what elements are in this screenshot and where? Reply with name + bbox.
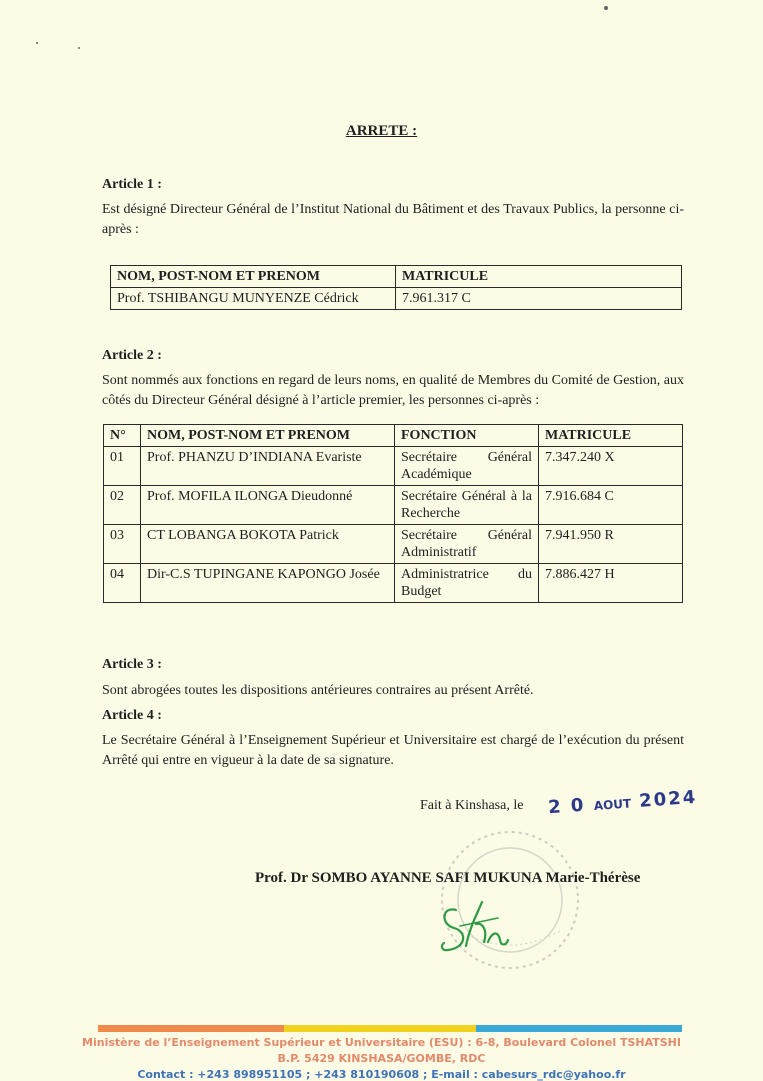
number-cell: 01 (104, 447, 141, 486)
article-3-text: Sont abrogées toutes les dispositions antérieures contraires au présent Arrêté. (102, 683, 534, 698)
article-2-heading: Article 2 : (102, 348, 162, 363)
footer-bar-blue (476, 1025, 682, 1032)
article-4-text: Le Secrétaire Général à l’Enseignement Supérieur et Universitaire est chargé de l’exécution du présent Arrêté qui entre en vigueur à la date de sa signature. (102, 733, 684, 768)
matricule-cell: 7.961.317 C (396, 288, 682, 310)
date-stamp-day: 2 0 (547, 794, 587, 819)
column-header: NOM, POST-NOM ET PRENOM (111, 266, 396, 288)
matricule-cell: 7.916.684 C (539, 486, 683, 525)
date-stamp-month: AOUT (593, 796, 632, 814)
handwritten-signature-icon (436, 896, 516, 958)
name-cell: Prof. MOFILA ILONGA Dieudonné (141, 486, 395, 525)
name-cell: Dir-C.S TUPINGANE KAPONGO Josée (141, 564, 395, 603)
committee-table (103, 424, 683, 603)
footer-postal: B.P. 5429 KINSHASA/GOMBE, RDC (277, 1052, 486, 1065)
table-header-row (111, 266, 682, 288)
table-row (104, 447, 683, 486)
article-4-heading: Article 4 : (102, 708, 162, 723)
article-1-heading: Article 1 : (102, 177, 162, 192)
column-header: N° (104, 425, 141, 447)
table-row (104, 525, 683, 564)
function-cell: Secrétaire Général Académique (395, 447, 539, 486)
date-stamp-year: 2024 (638, 786, 698, 812)
column-header: MATRICULE (539, 425, 683, 447)
function-cell: Administratrice du Budget (395, 564, 539, 603)
number-cell: 03 (104, 525, 141, 564)
document-title: ARRETE : (345, 123, 418, 139)
column-header: MATRICULE (396, 266, 682, 288)
scan-speck (78, 47, 80, 49)
article-3-heading: Article 3 : (102, 657, 162, 672)
table-header-row (104, 425, 683, 447)
matricule-cell: 7.886.427 H (539, 564, 683, 603)
footer-contact: Contact : +243 898951105 ; +243 810190608 ; E-mail : cabesurs_rdc@yahoo.fr (137, 1068, 626, 1081)
signatory-name: Prof. Dr SOMBO AYANNE SAFI MUKUNA Marie-Thérèse (255, 870, 641, 886)
number-cell: 02 (104, 486, 141, 525)
director-table (110, 265, 682, 310)
table-row (111, 288, 682, 310)
function-cell: Secrétaire Général Administratif (395, 525, 539, 564)
date-stamp (547, 787, 698, 818)
matricule-cell: 7.941.950 R (539, 525, 683, 564)
matricule-cell: 7.347.240 X (539, 447, 683, 486)
place-and-date-label: Fait à Kinshasa, le (420, 798, 524, 813)
name-cell: Prof. PHANZU D’INDIANA Evariste (141, 447, 395, 486)
article-2-text: Sont nommés aux fonctions en regard de leurs noms, en qualité de Membres du Comité de Gestion, aux côtés du Directeur Général désigné à l’article premier, les personnes ci-après : (102, 373, 684, 408)
table-row (104, 486, 683, 525)
column-header: NOM, POST-NOM ET PRENOM (141, 425, 395, 447)
footer-bar-orange (98, 1025, 284, 1032)
scan-speck (36, 42, 38, 44)
name-cell: Prof. TSHIBANGU MUNYENZE Cédrick (111, 288, 396, 310)
article-1-text: Est désigné Directeur Général de l’Institut National du Bâtiment et des Travaux Publics, la personne ci-après : (102, 202, 684, 237)
table-row (104, 564, 683, 603)
footer-bar-yellow (284, 1025, 476, 1032)
number-cell: 04 (104, 564, 141, 603)
function-cell: Secrétaire Général à la Recherche (395, 486, 539, 525)
footer-address: Ministère de l’Enseignement Supérieur et Universitaire (ESU) : 6-8, Boulevard Colonel TSHATSHI (82, 1036, 681, 1049)
footer-color-bar (98, 1025, 682, 1032)
scan-speck (604, 6, 608, 10)
column-header: FONCTION (395, 425, 539, 447)
name-cell: CT LOBANGA BOKOTA Patrick (141, 525, 395, 564)
